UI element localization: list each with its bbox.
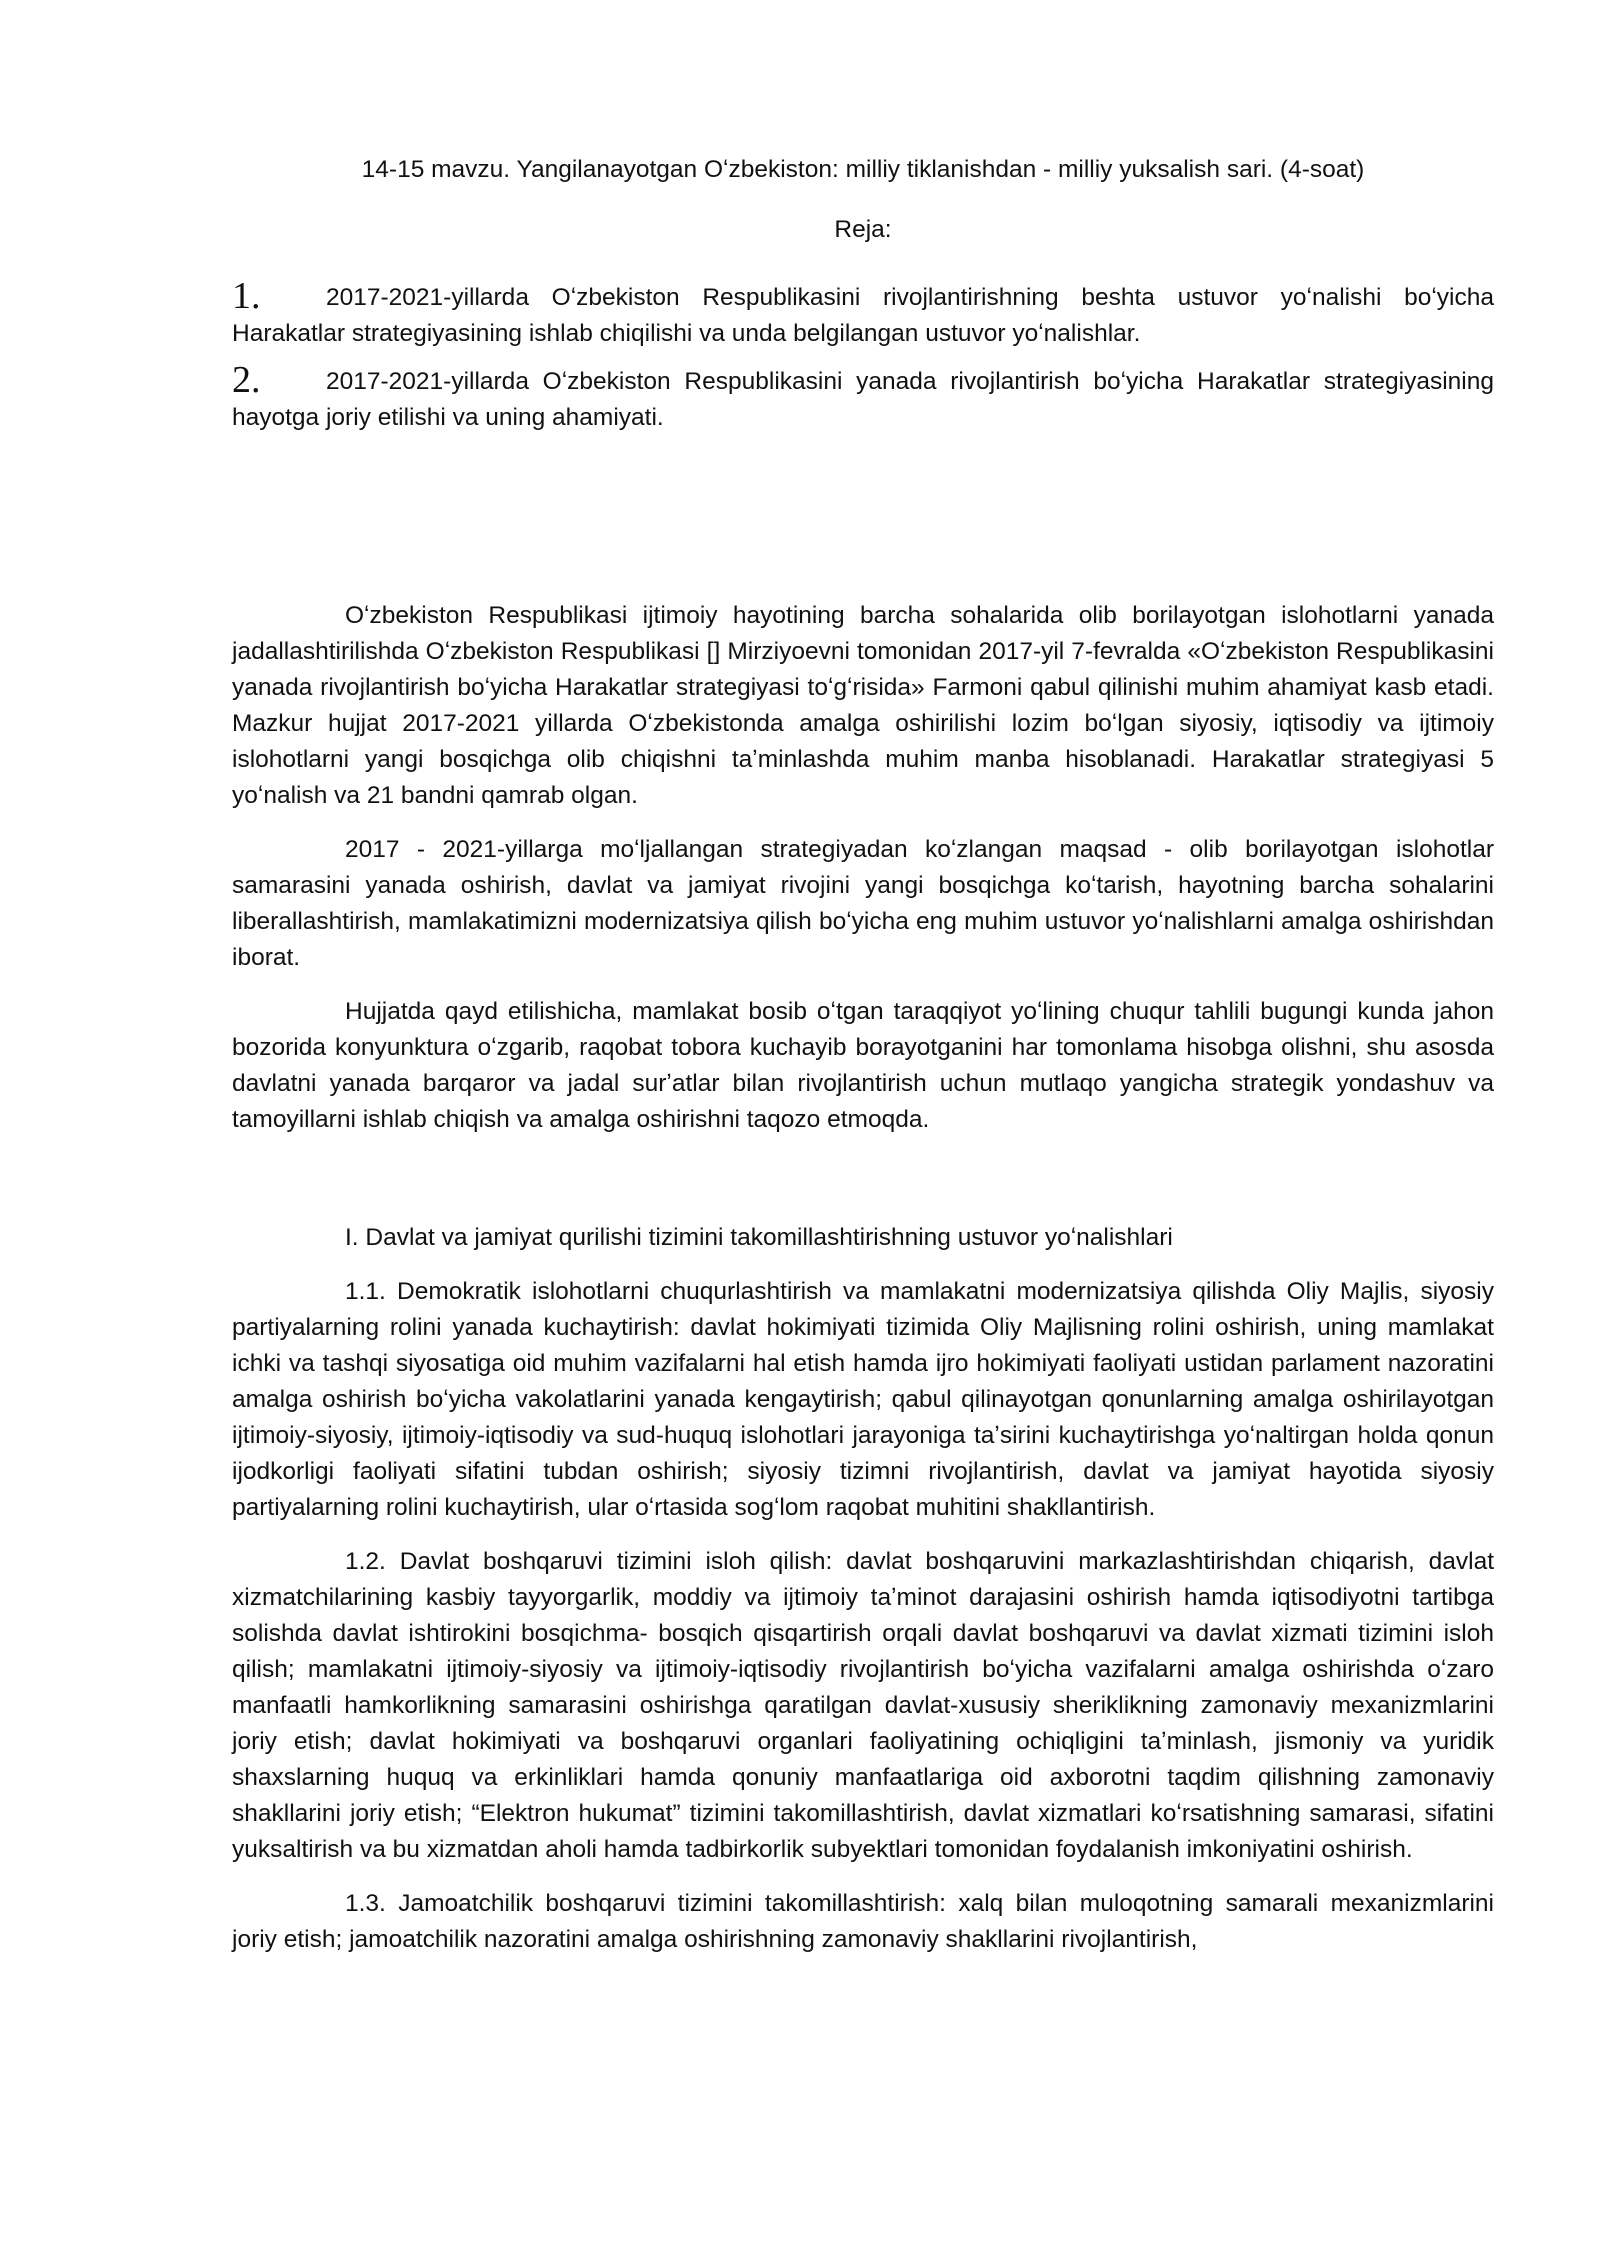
document-title: 14-15 mavzu. Yangilanayotgan Oʻzbekiston: milliy tiklanishdan - milliy yuksalish sari. (4-soat) [361, 156, 1365, 183]
plan-item-number: 2. [232, 359, 261, 401]
section-paragraph-1-3: 1.3. Jamoatchilik boshqaruvi tizimini takomillashtirish: xalq bilan muloqotning samarali mexanizmlarini joriy etish; jamoatchilik nazoratini amalga oshirishning zamonaviy shakllarini rivojlantirish, [232, 1890, 1494, 1953]
intro-paragraph: Oʻzbekiston Respublikasi ijtimoiy hayotining barcha sohalarida olib borilayotgan islohotlarni yanada jadallashtirilishda Oʻzbekiston Respublikasi [] Mirziyoevni tomonidan 2017-yil 7-fevralda «Oʻzbekiston Respublikasini yanada rivojlantirish boʻyicha Harakatlar strategiyasi toʻgʻrisida» Farmoni qabul qilinishi muhim ahamiyat kasb etadi. Mazkur hujjat 2017-2021 yillarda Oʻzbekistonda amalga oshirilishi lozim boʻlgan siyosiy, iqtisodiy va ijtimoiy islohotlarni yangi bosqichga olib chiqishni taʼminlashda muhim manba hisoblanadi. Harakatlar strategiyasi 5 yoʻnalish va 21 bandni qamrab olgan. [232, 602, 1494, 809]
plan-item [232, 275, 1494, 352]
spacer [232, 1156, 1494, 1220]
plan-item-text: 2017-2021-yillarda Oʻzbekiston Respublikasini yanada rivojlantirish boʻyicha Harakatlar strategiyasining hayotga joriy etilishi va uning ahamiyati. [232, 368, 1494, 431]
plan-item-number: 1. [232, 275, 261, 317]
section-title: I. Davlat va jamiyat qurilishi tizimini takomillashtirishning ustuvor yoʻnalishlari [345, 1224, 1173, 1251]
plan-heading: Reja: [834, 216, 892, 243]
plan-list [232, 275, 1494, 436]
plan-item-text: 2017-2021-yillarda Oʻzbekiston Respublikasini rivojlantirishning beshta ustuvor yoʻnalishi boʻyicha Harakatlar strategiyasining ishlab chiqilishi va unda belgilangan ustuvor yoʻnalishlar. [232, 284, 1494, 347]
section-paragraph-1-1: 1.1. Demokratik islohotlarni chuqurlashtirish va mamlakatni modernizatsiya qilishda Oliy Majlis, siyosiy partiyalarning rolini yanada kuchaytirish: davlat hokimiyati tizimida Oliy Majlisning rolini oshirish, uning mamlakat ichki va tashqi siyosatiga oid muhim vazifalarni hal etish hamda ijro hokimiyati faoliyati ustidan parlament nazoratini amalga oshirish boʻyicha vakolatlarini yanada kengaytirish; qabul qilinayotgan qonunlarning amalga oshirilayotgan ijtimoiy-siyosiy, ijtimoiy-iqtisodiy va sud-huquq islohotlari jarayoniga taʼsirini kuchaytirishga yoʻnaltirgan holda qonun ijodkorligi faoliyati sifatini tubdan oshirish; siyosiy tizimni rivojlantirish, davlat va jamiyat hayotida siyosiy partiyalarning rolini kuchaytirish, ular oʻrtasida sogʻlom raqobat muhitini shakllantirish. [232, 1278, 1494, 1521]
analysis-paragraph: Hujjatda qayd etilishicha, mamlakat bosib oʻtgan taraqqiyot yoʻlining chuqur tahlili bugungi kunda jahon bozorida konyunktura oʻzgarib, raqobat tobora kuchayib borayotganini har tomonlama hisobga olishni, shu asosda davlatni yanada barqaror va jadal surʼatlar bilan rivojlantirish uchun mutlaqo yangicha strategik yondashuv va tamoyillarni ishlab chiqish va amalga oshirishni taqozo etmoqda. [232, 998, 1494, 1133]
plan-item [232, 359, 1494, 436]
goal-paragraph: 2017 - 2021-yillarga moʻljallangan strategiyadan koʻzlangan maqsad - olib borilayotgan islohotlar samarasini yanada oshirish, davlat va jamiyat rivojini yangi bosqichga koʻtarish, hayotning barcha sohalarini liberallashtirish, mamlakatimizni modernizatsiya qilish boʻyicha eng muhim ustuvor yoʻnalishlarni amalga oshirishdan iborat. [232, 836, 1494, 971]
document-page [232, 152, 1494, 1976]
spacer [232, 446, 1494, 598]
section-paragraph-1-2: 1.2. Davlat boshqaruvi tizimini isloh qilish: davlat boshqaruvini markazlashtirishdan chiqarish, davlat xizmatchilarining kasbiy tayyorgarlik, moddiy va ijtimoiy taʼminot darajasini oshirish hamda iqtisodiyotni tartibga solishda davlat ishtirokini bosqichma- bosqich qisqartirish orqali davlat boshqaruvi va davlat xizmati tizimini isloh qilish; mamlakatni ijtimoiy-siyosiy va ijtimoiy-iqtisodiy rivojlantirish boʻyicha vazifalarni amalga oshirishda oʻzaro manfaatli hamkorlikning samarasini oshirishga qaratilgan davlat-xususiy sheriklikning zamonaviy mexanizmlarini joriy etish; davlat hokimiyati va boshqaruvi organlari faoliyatining ochiqligini taʼminlash, jismoniy va yuridik shaxslarning huquq va erkinliklari hamda qonuniy manfaatlariga oid axborotni taqdim qilishning zamonaviy shakllarini joriy etish; “Elektron hukumat” tizimini takomillashtirish, davlat xizmatlari koʻrsatishning samarasi, sifatini yuksaltirish va bu xizmatdan aholi hamda tadbirkorlik subyektlari tomonidan foydalanish imkoniyatini oshirish. [232, 1548, 1494, 1863]
